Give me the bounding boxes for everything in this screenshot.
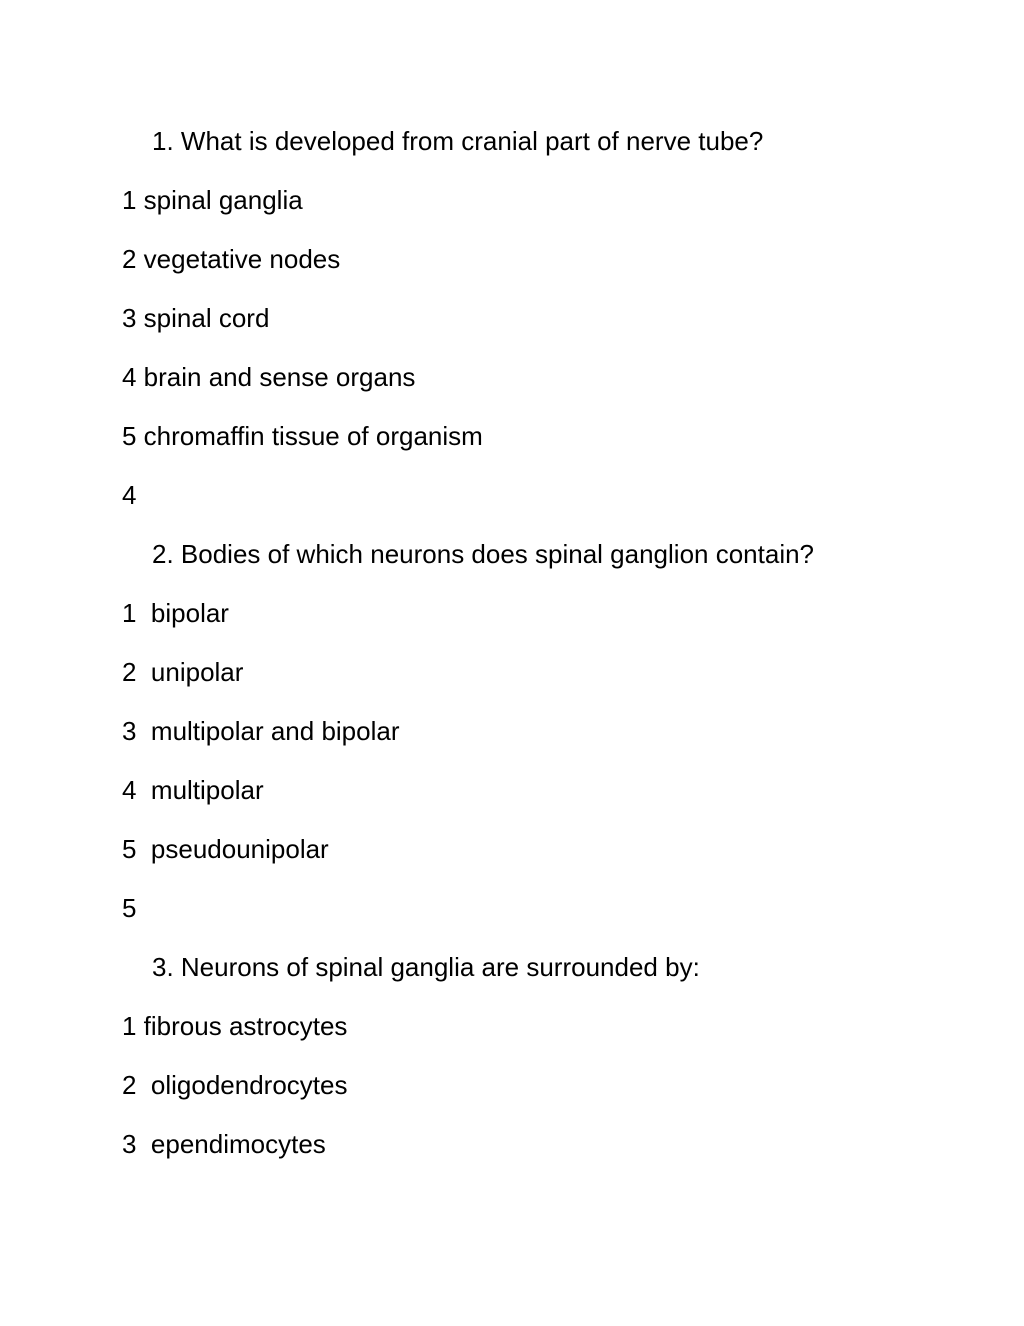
- question-1-option-3: 3 spinal cord: [122, 303, 270, 333]
- question-1-text: 1. What is developed from cranial part of nerve tube?: [152, 126, 764, 156]
- question-3-option-2: 2 oligodendrocytes: [122, 1070, 348, 1100]
- question-3-option-1: 1 fibrous astrocytes: [122, 1011, 348, 1041]
- question-1-answer: 4: [122, 480, 137, 510]
- question-3-option-3: 3 ependimocytes: [122, 1129, 326, 1159]
- question-2-option-2: 2 unipolar: [122, 657, 244, 687]
- question-1-option-5: 5 chromaffin tissue of organism: [122, 421, 483, 451]
- question-1-option-1: 1 spinal ganglia: [122, 185, 303, 215]
- question-2-option-4: 4 multipolar: [122, 775, 264, 805]
- question-2-option-5: 5 pseudounipolar: [122, 834, 329, 864]
- question-3-text: 3. Neurons of spinal ganglia are surrounded by:: [152, 952, 700, 982]
- question-2-text: 2. Bodies of which neurons does spinal ganglion contain?: [152, 539, 815, 569]
- question-1-option-2: 2 vegetative nodes: [122, 244, 341, 274]
- question-1-option-4: 4 brain and sense organs: [122, 362, 416, 392]
- question-2-answer: 5: [122, 893, 137, 923]
- question-2-option-1: 1 bipolar: [122, 598, 229, 628]
- question-2-option-3: 3 multipolar and bipolar: [122, 716, 400, 746]
